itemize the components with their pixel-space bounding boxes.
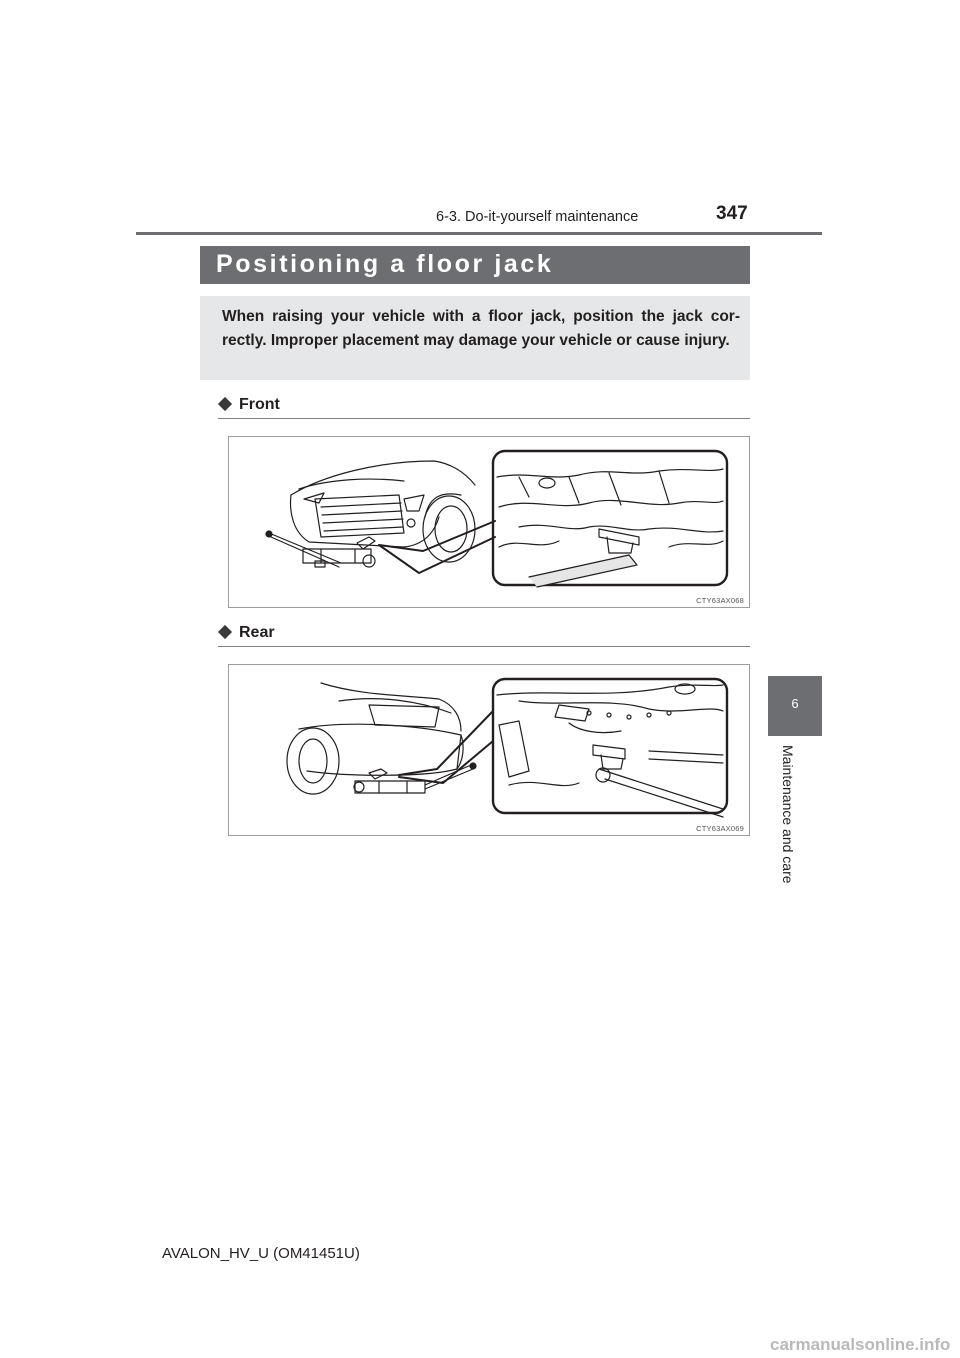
front-figure-code: CTY63AX068 xyxy=(696,596,744,605)
front-heading-label: Front xyxy=(239,396,280,413)
watermark: carmanualsonline.info xyxy=(770,1335,951,1354)
front-heading xyxy=(218,396,280,414)
rear-jack-illustration xyxy=(229,665,749,835)
intro-text: When raising your vehicle with a floor jack, position the jack cor-rectly. Improper placement may damage your vehicle or cause injury. xyxy=(222,308,740,349)
section-title: 6-3. Do-it-yourself maintenance xyxy=(436,209,639,225)
rear-figure-code: CTY63AX069 xyxy=(696,824,744,833)
chapter-tab xyxy=(768,676,822,736)
rear-heading xyxy=(218,624,275,642)
front-figure xyxy=(228,436,750,608)
header-rule xyxy=(136,232,822,235)
chapter-label xyxy=(780,745,806,895)
rear-figure xyxy=(228,664,750,836)
intro-box xyxy=(200,296,750,380)
rear-rule xyxy=(218,646,750,647)
front-jack-illustration xyxy=(229,437,749,607)
chapter-title: Maintenance and care xyxy=(780,745,796,884)
front-rule xyxy=(218,418,750,419)
footer-model: AVALON_HV_U (OM41451U) xyxy=(162,1245,360,1262)
diamond-bullet-icon xyxy=(218,625,232,639)
page-title: Positioning a floor jack xyxy=(216,250,554,278)
rear-heading-label: Rear xyxy=(239,624,275,641)
page-number: 347 xyxy=(716,203,748,224)
chapter-number: 6 xyxy=(791,696,799,711)
diamond-bullet-icon xyxy=(218,397,232,411)
title-bar xyxy=(200,246,750,284)
